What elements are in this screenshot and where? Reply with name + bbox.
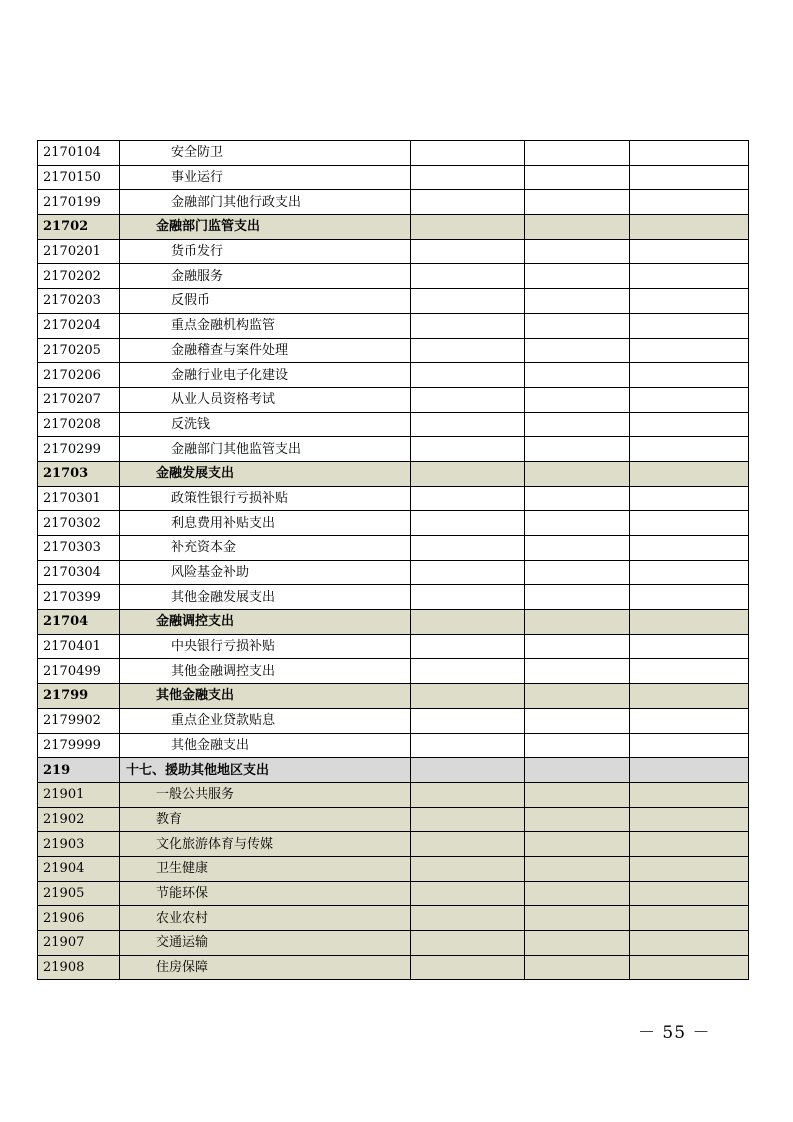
value-cell bbox=[411, 560, 525, 585]
table-row bbox=[38, 461, 749, 486]
value-cell bbox=[525, 585, 630, 610]
value-cell bbox=[525, 758, 630, 783]
table-row bbox=[38, 708, 749, 733]
table-row bbox=[38, 832, 749, 857]
row-name: 卫生健康 bbox=[156, 861, 209, 877]
value-cell bbox=[411, 610, 525, 635]
row-name-cell bbox=[120, 856, 411, 881]
row-code: 21703 bbox=[38, 461, 120, 486]
row-name: 安全防卫 bbox=[171, 145, 224, 161]
table-row bbox=[38, 412, 749, 437]
value-cell bbox=[630, 239, 749, 264]
table-row bbox=[38, 856, 749, 881]
row-name: 补充资本金 bbox=[171, 540, 237, 556]
table-row bbox=[38, 931, 749, 956]
value-cell bbox=[411, 165, 525, 190]
row-name-cell bbox=[120, 190, 411, 215]
row-name-cell bbox=[120, 832, 411, 857]
row-name: 金融调控支出 bbox=[156, 614, 235, 630]
row-code: 2170401 bbox=[38, 634, 120, 659]
row-code: 2170299 bbox=[38, 437, 120, 462]
row-code: 2170104 bbox=[38, 141, 120, 166]
value-cell bbox=[525, 782, 630, 807]
value-cell bbox=[630, 733, 749, 758]
value-cell bbox=[630, 782, 749, 807]
page-number: － 55 － bbox=[638, 1023, 711, 1043]
row-name: 金融稽查与案件处理 bbox=[171, 342, 289, 358]
row-name: 住房保障 bbox=[156, 960, 209, 976]
value-cell bbox=[630, 807, 749, 832]
row-code: 2170304 bbox=[38, 560, 120, 585]
value-cell bbox=[411, 338, 525, 363]
value-cell bbox=[525, 955, 630, 980]
value-cell bbox=[411, 412, 525, 437]
row-name: 金融部门其他行政支出 bbox=[171, 194, 302, 210]
table-row bbox=[38, 634, 749, 659]
row-code: 21907 bbox=[38, 931, 120, 956]
value-cell bbox=[630, 758, 749, 783]
value-cell bbox=[630, 165, 749, 190]
row-name-cell bbox=[120, 437, 411, 462]
row-name: 重点企业贷款贴息 bbox=[171, 713, 276, 729]
value-cell bbox=[630, 338, 749, 363]
row-name: 十七、援助其他地区支出 bbox=[126, 762, 270, 778]
value-cell bbox=[525, 239, 630, 264]
row-name-cell bbox=[120, 486, 411, 511]
row-name: 一般公共服务 bbox=[156, 787, 235, 803]
table-row bbox=[38, 190, 749, 215]
value-cell bbox=[411, 313, 525, 338]
table-row bbox=[38, 437, 749, 462]
row-code: 21704 bbox=[38, 610, 120, 635]
row-name-cell bbox=[120, 239, 411, 264]
row-name-cell bbox=[120, 931, 411, 956]
row-name: 农业农村 bbox=[156, 910, 209, 926]
budget-table bbox=[37, 140, 749, 980]
value-cell bbox=[411, 832, 525, 857]
table-row bbox=[38, 536, 749, 561]
table-row bbox=[38, 758, 749, 783]
row-name-cell bbox=[120, 264, 411, 289]
value-cell bbox=[411, 461, 525, 486]
row-name-cell bbox=[120, 634, 411, 659]
value-cell bbox=[411, 215, 525, 240]
row-code: 21903 bbox=[38, 832, 120, 857]
value-cell bbox=[411, 807, 525, 832]
row-code: 21902 bbox=[38, 807, 120, 832]
table-row bbox=[38, 881, 749, 906]
row-name-cell bbox=[120, 536, 411, 561]
value-cell bbox=[630, 313, 749, 338]
table-row bbox=[38, 610, 749, 635]
value-cell bbox=[525, 165, 630, 190]
row-name-cell bbox=[120, 338, 411, 363]
row-name-cell bbox=[120, 141, 411, 166]
value-cell bbox=[630, 363, 749, 388]
row-code: 2170399 bbox=[38, 585, 120, 610]
value-cell bbox=[411, 289, 525, 314]
value-cell bbox=[411, 190, 525, 215]
row-code: 21901 bbox=[38, 782, 120, 807]
value-cell bbox=[411, 659, 525, 684]
value-cell bbox=[630, 190, 749, 215]
row-code: 2170199 bbox=[38, 190, 120, 215]
row-name-cell bbox=[120, 684, 411, 709]
value-cell bbox=[630, 536, 749, 561]
table-row bbox=[38, 289, 749, 314]
row-name: 事业运行 bbox=[171, 170, 224, 186]
table-row bbox=[38, 239, 749, 264]
value-cell bbox=[525, 708, 630, 733]
table-row bbox=[38, 486, 749, 511]
value-cell bbox=[525, 832, 630, 857]
value-cell bbox=[411, 856, 525, 881]
value-cell bbox=[411, 264, 525, 289]
row-name: 文化旅游体育与传媒 bbox=[156, 836, 274, 852]
value-cell bbox=[525, 659, 630, 684]
row-name-cell bbox=[120, 733, 411, 758]
table-row bbox=[38, 215, 749, 240]
value-cell bbox=[525, 264, 630, 289]
value-cell bbox=[411, 437, 525, 462]
value-cell bbox=[630, 708, 749, 733]
row-name-cell bbox=[120, 659, 411, 684]
value-cell bbox=[630, 634, 749, 659]
value-cell bbox=[525, 536, 630, 561]
value-cell bbox=[525, 412, 630, 437]
row-name: 金融部门其他监管支出 bbox=[171, 441, 302, 457]
value-cell bbox=[411, 141, 525, 166]
value-cell bbox=[411, 536, 525, 561]
row-name: 政策性银行亏损补贴 bbox=[171, 490, 289, 506]
row-name: 其他金融支出 bbox=[171, 737, 250, 753]
row-code: 2170208 bbox=[38, 412, 120, 437]
table-row bbox=[38, 733, 749, 758]
row-name-cell bbox=[120, 955, 411, 980]
value-cell bbox=[411, 758, 525, 783]
row-code: 2170202 bbox=[38, 264, 120, 289]
row-code: 2170150 bbox=[38, 165, 120, 190]
row-name-cell bbox=[120, 881, 411, 906]
value-cell bbox=[630, 881, 749, 906]
row-code: 2170204 bbox=[38, 313, 120, 338]
value-cell bbox=[525, 461, 630, 486]
row-code: 21905 bbox=[38, 881, 120, 906]
value-cell bbox=[411, 486, 525, 511]
value-cell bbox=[525, 141, 630, 166]
row-name: 反洗钱 bbox=[171, 416, 211, 432]
row-code: 2170207 bbox=[38, 387, 120, 412]
value-cell bbox=[525, 387, 630, 412]
row-name: 重点金融机构监管 bbox=[171, 318, 276, 334]
value-cell bbox=[525, 881, 630, 906]
row-name: 利息费用补贴支出 bbox=[171, 515, 276, 531]
value-cell bbox=[411, 931, 525, 956]
row-code: 21799 bbox=[38, 684, 120, 709]
value-cell bbox=[630, 610, 749, 635]
table-row bbox=[38, 782, 749, 807]
row-code: 21904 bbox=[38, 856, 120, 881]
value-cell bbox=[525, 338, 630, 363]
value-cell bbox=[411, 955, 525, 980]
value-cell bbox=[630, 511, 749, 536]
row-name-cell bbox=[120, 165, 411, 190]
row-code: 2170206 bbox=[38, 363, 120, 388]
value-cell bbox=[411, 585, 525, 610]
value-cell bbox=[525, 733, 630, 758]
table-row bbox=[38, 165, 749, 190]
value-cell bbox=[630, 412, 749, 437]
value-cell bbox=[525, 560, 630, 585]
row-name-cell bbox=[120, 906, 411, 931]
value-cell bbox=[525, 931, 630, 956]
row-name: 金融行业电子化建设 bbox=[171, 367, 289, 383]
row-name-cell bbox=[120, 708, 411, 733]
row-name: 教育 bbox=[156, 811, 183, 827]
row-code: 2170301 bbox=[38, 486, 120, 511]
row-name-cell bbox=[120, 289, 411, 314]
row-name-cell bbox=[120, 560, 411, 585]
row-name: 中央银行亏损补贴 bbox=[171, 639, 276, 655]
table-row bbox=[38, 659, 749, 684]
row-name: 其他金融支出 bbox=[156, 688, 235, 704]
value-cell bbox=[630, 141, 749, 166]
row-code: 2170203 bbox=[38, 289, 120, 314]
value-cell bbox=[525, 190, 630, 215]
table-row bbox=[38, 264, 749, 289]
table-row bbox=[38, 906, 749, 931]
value-cell bbox=[630, 856, 749, 881]
row-name-cell bbox=[120, 585, 411, 610]
row-code: 2170302 bbox=[38, 511, 120, 536]
row-name: 反假币 bbox=[171, 293, 211, 309]
value-cell bbox=[525, 215, 630, 240]
value-cell bbox=[630, 264, 749, 289]
value-cell bbox=[525, 610, 630, 635]
row-name: 其他金融调控支出 bbox=[171, 663, 276, 679]
value-cell bbox=[411, 511, 525, 536]
value-cell bbox=[630, 906, 749, 931]
row-code: 2170499 bbox=[38, 659, 120, 684]
table-row bbox=[38, 585, 749, 610]
value-cell bbox=[630, 387, 749, 412]
value-cell bbox=[411, 881, 525, 906]
row-name-cell bbox=[120, 313, 411, 338]
value-cell bbox=[525, 634, 630, 659]
row-name: 节能环保 bbox=[156, 885, 209, 901]
value-cell bbox=[525, 807, 630, 832]
value-cell bbox=[525, 437, 630, 462]
row-code: 2179999 bbox=[38, 733, 120, 758]
value-cell bbox=[411, 363, 525, 388]
row-code: 2179902 bbox=[38, 708, 120, 733]
value-cell bbox=[525, 289, 630, 314]
value-cell bbox=[630, 955, 749, 980]
row-code: 21908 bbox=[38, 955, 120, 980]
row-code: 2170303 bbox=[38, 536, 120, 561]
row-name-cell bbox=[120, 782, 411, 807]
value-cell bbox=[411, 733, 525, 758]
row-name: 交通运输 bbox=[156, 935, 209, 951]
row-code: 21702 bbox=[38, 215, 120, 240]
table-row bbox=[38, 807, 749, 832]
row-name: 金融发展支出 bbox=[156, 466, 235, 482]
value-cell bbox=[630, 289, 749, 314]
value-cell bbox=[630, 215, 749, 240]
row-name: 风险基金补助 bbox=[171, 565, 250, 581]
value-cell bbox=[630, 486, 749, 511]
table-row bbox=[38, 363, 749, 388]
row-name-cell bbox=[120, 610, 411, 635]
value-cell bbox=[411, 239, 525, 264]
row-name-cell bbox=[120, 387, 411, 412]
value-cell bbox=[630, 461, 749, 486]
value-cell bbox=[525, 856, 630, 881]
value-cell bbox=[630, 560, 749, 585]
table-row bbox=[38, 684, 749, 709]
value-cell bbox=[630, 931, 749, 956]
value-cell bbox=[411, 906, 525, 931]
row-name-cell bbox=[120, 807, 411, 832]
row-name: 货币发行 bbox=[171, 244, 224, 260]
row-name-cell bbox=[120, 363, 411, 388]
row-name-cell bbox=[120, 412, 411, 437]
value-cell bbox=[411, 782, 525, 807]
value-cell bbox=[525, 684, 630, 709]
table-row bbox=[38, 387, 749, 412]
value-cell bbox=[411, 634, 525, 659]
row-name: 从业人员资格考试 bbox=[171, 392, 276, 408]
value-cell bbox=[525, 486, 630, 511]
table-row bbox=[38, 141, 749, 166]
value-cell bbox=[525, 363, 630, 388]
value-cell bbox=[630, 659, 749, 684]
row-name: 金融部门监管支出 bbox=[156, 219, 261, 235]
budget-table-body bbox=[38, 141, 749, 980]
row-name: 其他金融发展支出 bbox=[171, 589, 276, 605]
value-cell bbox=[525, 313, 630, 338]
value-cell bbox=[411, 387, 525, 412]
table-row bbox=[38, 511, 749, 536]
row-code: 2170205 bbox=[38, 338, 120, 363]
row-name-cell bbox=[120, 215, 411, 240]
value-cell bbox=[630, 585, 749, 610]
row-code: 21906 bbox=[38, 906, 120, 931]
table-row bbox=[38, 955, 749, 980]
row-code: 2170201 bbox=[38, 239, 120, 264]
row-name-cell bbox=[120, 511, 411, 536]
row-name: 金融服务 bbox=[171, 268, 224, 284]
table-row bbox=[38, 560, 749, 585]
row-name-cell bbox=[120, 461, 411, 486]
row-name-cell bbox=[120, 758, 411, 783]
value-cell bbox=[630, 437, 749, 462]
value-cell bbox=[411, 684, 525, 709]
value-cell bbox=[411, 708, 525, 733]
table-row bbox=[38, 338, 749, 363]
value-cell bbox=[525, 906, 630, 931]
value-cell bbox=[630, 832, 749, 857]
table-row bbox=[38, 313, 749, 338]
value-cell bbox=[630, 684, 749, 709]
value-cell bbox=[525, 511, 630, 536]
row-code: 219 bbox=[38, 758, 120, 783]
